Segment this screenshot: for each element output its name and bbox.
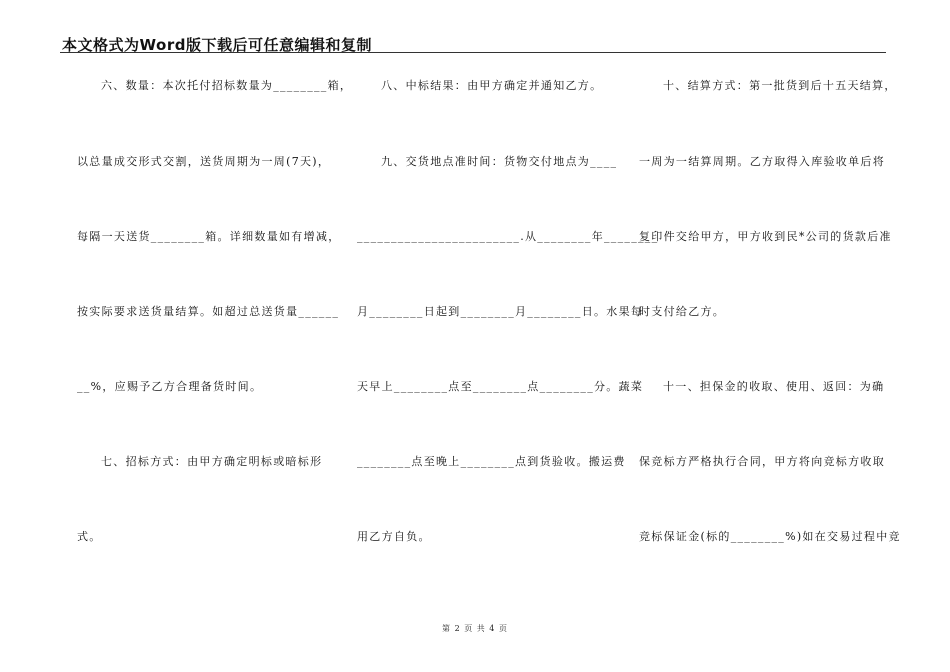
text-line: 时支付给乙方。	[639, 305, 726, 318]
text-line: 月________日起到________月________日。水果每	[357, 305, 644, 318]
text-line: ________________________.从________年________	[357, 230, 659, 243]
text-column-middle	[357, 0, 659, 600]
text-line: 式。	[77, 530, 102, 543]
text-column-right	[639, 0, 901, 600]
page-number: 第 2 页 共 4 页	[442, 624, 508, 633]
text-line: __%，应赐予乙方合理备货时间。	[77, 380, 263, 393]
document-header-title: 本文格式为Word版下载后可任意编辑和复制	[62, 36, 372, 54]
text-line: 以总量成交形式交割，送货周期为一周(7天)，	[77, 155, 331, 168]
text-line: ________点至晚上________点到货验收。搬运费	[357, 455, 626, 468]
text-line: 竞标保证金(标的________%)如在交易过程中竞	[639, 530, 901, 543]
text-line: 用乙方自负。	[357, 530, 431, 543]
text-line: 九、交货地点准时间：货物交付地点为____	[381, 155, 618, 168]
text-line: 一周为一结算周期。乙方取得入库验收单后将	[639, 155, 885, 168]
text-line: 复印件交给甲方，甲方收到民*公司的货款后准	[639, 230, 892, 243]
text-line: 按实际要求送货量结算。如超过总送货量______	[77, 305, 340, 318]
text-line: 十一、担保金的收取、使用、返回：为确	[663, 380, 885, 393]
text-line: 十、结算方式：第一批货到后十五天结算，	[663, 79, 897, 92]
text-line: 每隔一天送货________箱。详细数量如有增减，	[77, 230, 341, 243]
text-line: 八、中标结果：由甲方确定并通知乙方。	[381, 79, 603, 92]
text-line: 七、招标方式：由甲方确定明标或暗标形	[101, 455, 323, 468]
text-column-left	[77, 0, 353, 600]
text-line: 六、数量：本次托付招标数量为________箱，	[101, 79, 353, 92]
text-line: 保竞标方严格执行合同，甲方将向竞标方收取	[639, 455, 885, 468]
text-line: 天早上________点至________点________分。蔬菜	[357, 380, 644, 393]
